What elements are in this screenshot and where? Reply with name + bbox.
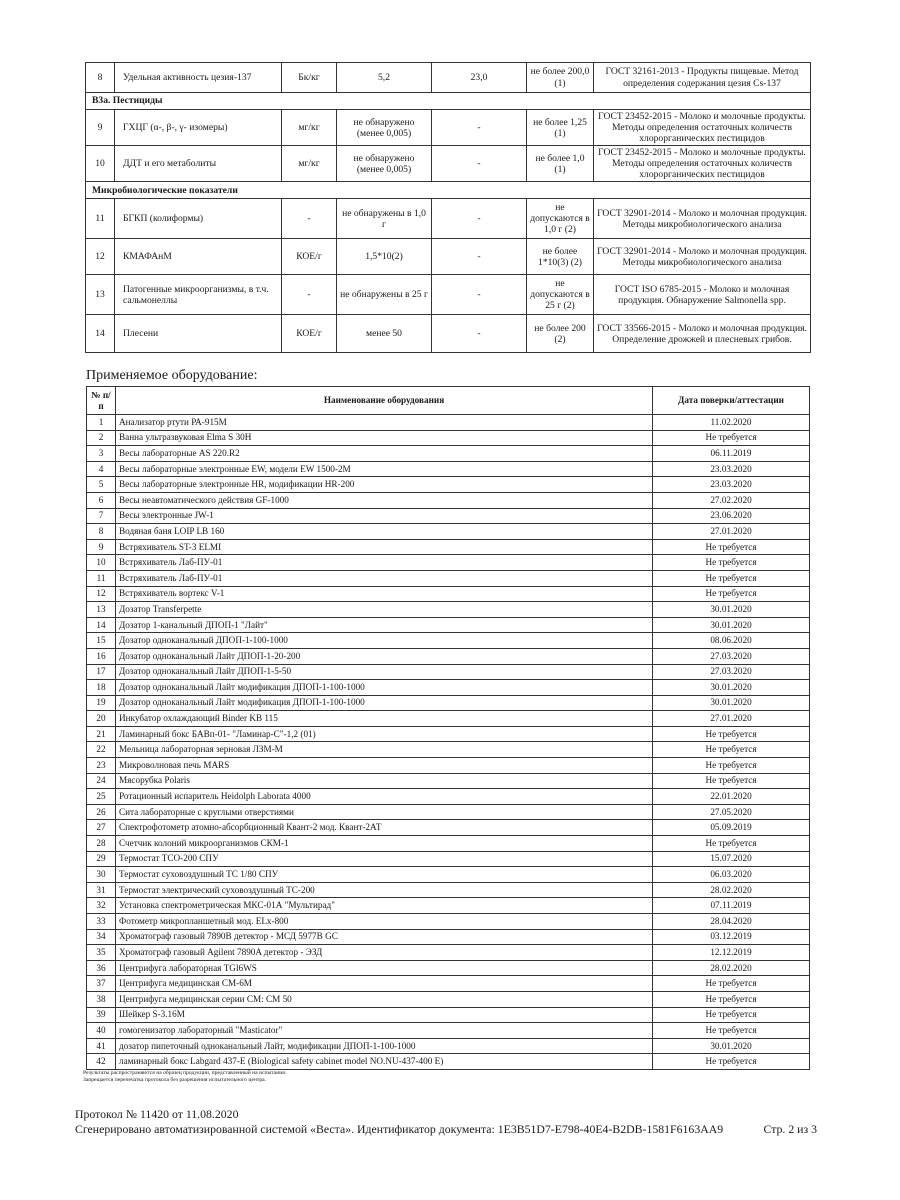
verification-date: 07.11.2019 [653,898,810,914]
equipment-name: ламинарный бокс Labgard 437-E (Biological safety cabinet model NO.NU-437-400 E) [116,1054,653,1070]
results-row [86,239,811,275]
norm-value: не более 1,0 (1) [527,146,594,182]
equipment-row [87,991,810,1007]
equipment-row [87,430,810,446]
equipment-row [87,758,810,774]
norm-value: не более 200,0 (1) [527,63,594,93]
equipment-name: Спектрофотометр атомно-абсорбционный Квант-2 мод. Квант-2АТ [116,820,653,836]
equipment-name: Ламинарный бокс БАВп-01- "Ламинар-С"-1,2 (01) [116,726,653,742]
verification-date: Не требуется [653,742,810,758]
equipment-row [87,570,810,586]
verification-date: 12.12.2019 [653,945,810,961]
unit: Бк/кг [282,63,337,93]
column-header-date: Дата поверки/аттестации [653,387,810,415]
equipment-row [87,539,810,555]
equipment-number: 30 [87,867,116,883]
verification-date: Не требуется [653,991,810,1007]
uncertainty-value: 23,0 [432,63,527,93]
equipment-row [87,695,810,711]
result-value: 1,5*10(2) [337,239,432,275]
equipment-row [87,836,810,852]
equipment-name: Установка спектрометрическая МКС-01А "Мультирад" [116,898,653,914]
verification-date: Не требуется [653,586,810,602]
page-footer [75,1107,817,1137]
equipment-number: 18 [87,680,116,696]
uncertainty-value: - [432,110,527,146]
equipment-name: дозатор пипеточный одноканальный Лайт, модификации ДПОП-1-100-1000 [116,1038,653,1054]
equipment-table [86,386,810,1070]
verification-date: 23.03.2020 [653,461,810,477]
equipment-name: Хроматограф газовый Agilent 7890A детектор - ЭЗД [116,945,653,961]
result-value: не обнаружены в 1,0 г [337,199,432,239]
verification-date: 28.04.2020 [653,914,810,930]
equipment-row [87,820,810,836]
equipment-name: Хроматограф газовый 7890В детектор - МСД 5977В GC [116,929,653,945]
equipment-number: 2 [87,430,116,446]
equipment-number: 35 [87,945,116,961]
equipment-name: Микроволновая печь MARS [116,758,653,774]
results-row [86,146,811,182]
indicator-name: Плесени [115,315,282,353]
verification-date: Не требуется [653,539,810,555]
test-method: ГОСТ 32161-2013 - Продукты пищевые. Метод определения содержания цезия Cs-137 [594,63,811,93]
equipment-name: Фотометр микропланшетный мод. ELx-800 [116,914,653,930]
results-row [86,199,811,239]
unit: КОЕ/г [282,315,337,353]
uncertainty-value: - [432,239,527,275]
equipment-row [87,648,810,664]
row-number: 11 [86,199,115,239]
indicator-name: ГХЦГ (α-, β-, γ- изомеры) [115,110,282,146]
equipment-number: 38 [87,991,116,1007]
verification-date: 06.03.2020 [653,867,810,883]
equipment-number: 11 [87,570,116,586]
equipment-row [87,945,810,961]
results-row [86,63,811,93]
equipment-row [87,492,810,508]
equipment-name: Инкубатор охлаждающий Binder KB 115 [116,711,653,727]
uncertainty-value: - [432,275,527,315]
equipment-name: Термостат суховоздушный ТС 1/80 СПУ [116,867,653,883]
norm-value: не более 200 (2) [527,315,594,353]
equipment-number: 21 [87,726,116,742]
equipment-name: Центрифуга лабораторная TGl6WS [116,960,653,976]
equipment-row [87,929,810,945]
indicator-name: ДДТ и его метаболиты [115,146,282,182]
equipment-number: 8 [87,524,116,540]
indicator-name: Патогенные микроорганизмы, в т.ч. сальмонеллы [115,275,282,315]
equipment-number: 42 [87,1054,116,1070]
equipment-row [87,742,810,758]
equipment-row [87,633,810,649]
equipment-name: Весы лабораторные электронные HR, модификации HR-200 [116,477,653,493]
verification-date: Не требуется [653,758,810,774]
equipment-name: Центрифуга медицинская СМ-6М [116,976,653,992]
equipment-row [87,1038,810,1054]
equipment-row [87,586,810,602]
equipment-row [87,711,810,727]
equipment-row [87,882,810,898]
unit: - [282,275,337,315]
equipment-name: Дозатор Transferpette [116,602,653,618]
verification-date: Не требуется [653,773,810,789]
equipment-row [87,524,810,540]
equipment-number: 41 [87,1038,116,1054]
result-value: менее 50 [337,315,432,353]
equipment-number: 5 [87,477,116,493]
equipment-name: Термостат ТСО-200 СПУ [116,851,653,867]
equipment-row [87,898,810,914]
equipment-number: 20 [87,711,116,727]
row-number: 13 [86,275,115,315]
uncertainty-value: - [432,315,527,353]
verification-date: Не требуется [653,555,810,571]
equipment-row [87,960,810,976]
test-method: ГОСТ 32901-2014 - Молоко и молочная продукция. Методы микробиологического анализа [594,199,811,239]
equipment-number: 40 [87,1023,116,1039]
equipment-name: Весы лабораторные электронные EW, модели EW 1500-2M [116,461,653,477]
equipment-number: 1 [87,415,116,431]
equipment-number: 10 [87,555,116,571]
equipment-row [87,1023,810,1039]
equipment-name: Термостат электрический суховоздушный ТС-200 [116,882,653,898]
verification-date: 27.02.2020 [653,492,810,508]
verification-date: 23.06.2020 [653,508,810,524]
equipment-row [87,914,810,930]
verification-date: Не требуется [653,1023,810,1039]
equipment-name: Шейкер S-3.16M [116,1007,653,1023]
equipment-row [87,508,810,524]
equipment-name: Анализатор ртути РА-915М [116,415,653,431]
verification-date: 30.01.2020 [653,1038,810,1054]
results-row [86,110,811,146]
unit: мг/кг [282,146,337,182]
equipment-row [87,851,810,867]
footer-protocol: Протокол № 11420 от 11.08.2020 [75,1107,239,1121]
test-method: ГОСТ 23452-2015 - Молоко и молочные продукты. Методы определения остаточных количеств хлорорганических пестицидов [594,146,811,182]
equipment-row [87,1054,810,1070]
equipment-name: Дозатор одноканальный Лайт модификация ДПОП-1-100-1000 [116,695,653,711]
results-table [85,62,811,353]
result-value: не обнаружено (менее 0,005) [337,110,432,146]
verification-date: 28.02.2020 [653,882,810,898]
equipment-number: 15 [87,633,116,649]
test-method: ГОСТ 33566-2015 - Молоко и молочная продукция. Определение дрожжей и плесневых грибов. [594,315,811,353]
verification-date: Не требуется [653,570,810,586]
equipment-table-header [87,387,810,415]
verification-date: 22.01.2020 [653,789,810,805]
verification-date: 27.03.2020 [653,648,810,664]
note-reprint-prohibited: Запрещается перепечатка протокола без разрешения испытательного центра. [83,1077,267,1083]
equipment-number: 34 [87,929,116,945]
equipment-number: 9 [87,539,116,555]
equipment-number: 17 [87,664,116,680]
norm-value: не допускаются в 25 г (2) [527,275,594,315]
equipment-number: 4 [87,461,116,477]
verification-date: Не требуется [653,726,810,742]
equipment-name: Весы электронные JW-1 [116,508,653,524]
verification-date: 15.07.2020 [653,851,810,867]
equipment-row [87,680,810,696]
equipment-row [87,415,810,431]
norm-value: не допускаются в 1,0 г (2) [527,199,594,239]
equipment-name: Дозатор 1-канальный ДПОП-1 "Лайт" [116,617,653,633]
equipment-number: 37 [87,976,116,992]
verification-date: 11.02.2020 [653,415,810,431]
equipment-row [87,773,810,789]
equipment-number: 6 [87,492,116,508]
equipment-number: 33 [87,914,116,930]
equipment-row [87,461,810,477]
footer-generated: Сгенерировано автоматизированной системой «Веста». Идентификатор документа: 1E3B51D7-E798-40E4-B2DB-1581F6163AA9 [75,1122,724,1136]
footer-page-number: Стр. 2 из 3 [763,1122,817,1136]
results-row [86,315,811,353]
row-number: 8 [86,63,115,93]
equipment-row [87,555,810,571]
verification-date: 27.03.2020 [653,664,810,680]
equipment-row [87,976,810,992]
row-number: 12 [86,239,115,275]
uncertainty-value: - [432,199,527,239]
verification-date: Не требуется [653,836,810,852]
indicator-name: КМАФАнМ [115,239,282,275]
verification-date: 30.01.2020 [653,695,810,711]
equipment-row [87,1007,810,1023]
result-value: не обнаружено (менее 0,005) [337,146,432,182]
verification-date: Не требуется [653,430,810,446]
unit: КОЕ/г [282,239,337,275]
equipment-number: 16 [87,648,116,664]
equipment-number: 31 [87,882,116,898]
equipment-row [87,867,810,883]
equipment-name: Счетчик колоний микроорганизмов СКМ-1 [116,836,653,852]
equipment-number: 39 [87,1007,116,1023]
equipment-row [87,664,810,680]
result-value: не обнаружены в 25 г [337,275,432,315]
equipment-number: 23 [87,758,116,774]
results-section-row [86,182,811,199]
row-number: 10 [86,146,115,182]
equipment-name: Встряхиватель Лаб-ПУ-01 [116,555,653,571]
uncertainty-value: - [432,146,527,182]
equipment-number: 3 [87,446,116,462]
equipment-row [87,617,810,633]
test-method: ГОСТ 32901-2014 - Молоко и молочная продукция. Методы микробиологического анализа [594,239,811,275]
unit: - [282,199,337,239]
equipment-name: Мельница лабораторная зерновая ЛЗМ-М [116,742,653,758]
equipment-name: Дозатор одноканальный ДПОП-1-100-1000 [116,633,653,649]
equipment-number: 36 [87,960,116,976]
note-results-scope: Результаты распространяются на образец продукции, представленный на испытания. [83,1070,287,1076]
norm-value: не более 1*10(3) (2) [527,239,594,275]
verification-date: 30.01.2020 [653,602,810,618]
column-header-name: Наименование оборудования [116,387,653,415]
verification-date: 06.11.2019 [653,446,810,462]
equipment-name: гомогенизатор лабораторный "Masticator" [116,1023,653,1039]
equipment-number: 29 [87,851,116,867]
section-title: Микробиологические показатели [86,182,811,199]
test-method: ГОСТ ISO 6785-2015 - Молоко и молочная продукция. Обнаружение Salmonella spp. [594,275,811,315]
verification-date: 23.03.2020 [653,477,810,493]
equipment-number: 7 [87,508,116,524]
test-method: ГОСТ 23452-2015 - Молоко и молочные продукты. Методы определения остаточных количеств хлорорганических пестицидов [594,110,811,146]
results-table-body [86,63,811,353]
equipment-row [87,726,810,742]
equipment-number: 19 [87,695,116,711]
equipment-number: 14 [87,617,116,633]
equipment-name: Встряхиватель ST-3 ELMI [116,539,653,555]
equipment-number: 24 [87,773,116,789]
equipment-name: Дозатор одноканальный Лайт модификация ДПОП-1-100-1000 [116,680,653,696]
indicator-name: БГКП (колиформы) [115,199,282,239]
equipment-name: Встряхиватель вортекс V-1 [116,586,653,602]
unit: мг/кг [282,110,337,146]
equipment-name: Мясорубка Polaris [116,773,653,789]
verification-date: 27.01.2020 [653,711,810,727]
verification-date: Не требуется [653,976,810,992]
equipment-row [87,804,810,820]
column-header-number: № п/п [87,387,116,415]
equipment-number: 12 [87,586,116,602]
equipment-header-row [87,387,810,415]
equipment-name: Водяная баня LOIP LB 160 [116,524,653,540]
equipment-number: 22 [87,742,116,758]
equipment-number: 28 [87,836,116,852]
equipment-name: Ротационный испаритель Heidolph Laborata 4000 [116,789,653,805]
equipment-row [87,789,810,805]
row-number: 9 [86,110,115,146]
equipment-name: Ванна ультразвуковая Elma S 30H [116,430,653,446]
verification-date: 03.12.2019 [653,929,810,945]
equipment-table-body [87,415,810,1070]
equipment-name: Сита лабораторные с круглыми отверстиями [116,804,653,820]
result-value: 5,2 [337,63,432,93]
verification-date: 30.01.2020 [653,680,810,696]
norm-value: не более 1,25 (1) [527,110,594,146]
section-title: В3а. Пестициды [86,93,811,110]
verification-date: 27.01.2020 [653,524,810,540]
equipment-name: Встряхиватель Лаб-ПУ-01 [116,570,653,586]
equipment-number: 13 [87,602,116,618]
equipment-name: Центрифуга медицинская серии СМ: СМ 50 [116,991,653,1007]
equipment-heading: Применяемое оборудование: [86,368,258,383]
equipment-number: 25 [87,789,116,805]
row-number: 14 [86,315,115,353]
equipment-row [87,446,810,462]
verification-date: 08.06.2020 [653,633,810,649]
verification-date: 28.02.2020 [653,960,810,976]
verification-date: 05.09.2019 [653,820,810,836]
equipment-row [87,477,810,493]
equipment-row [87,602,810,618]
equipment-number: 26 [87,804,116,820]
equipment-number: 27 [87,820,116,836]
results-section-row [86,93,811,110]
equipment-name: Дозатор одноканальный Лайт ДПОП-1-20-200 [116,648,653,664]
verification-date: Не требуется [653,1007,810,1023]
equipment-name: Весы неавтоматического действия GF-1000 [116,492,653,508]
results-row [86,275,811,315]
equipment-number: 32 [87,898,116,914]
equipment-name: Дозатор одноканальный Лайт ДПОП-1-5-50 [116,664,653,680]
verification-date: Не требуется [653,1054,810,1070]
indicator-name: Удельная активность цезия-137 [115,63,282,93]
verification-date: 27.05.2020 [653,804,810,820]
equipment-name: Весы лабораторные AS 220.R2 [116,446,653,462]
verification-date: 30.01.2020 [653,617,810,633]
